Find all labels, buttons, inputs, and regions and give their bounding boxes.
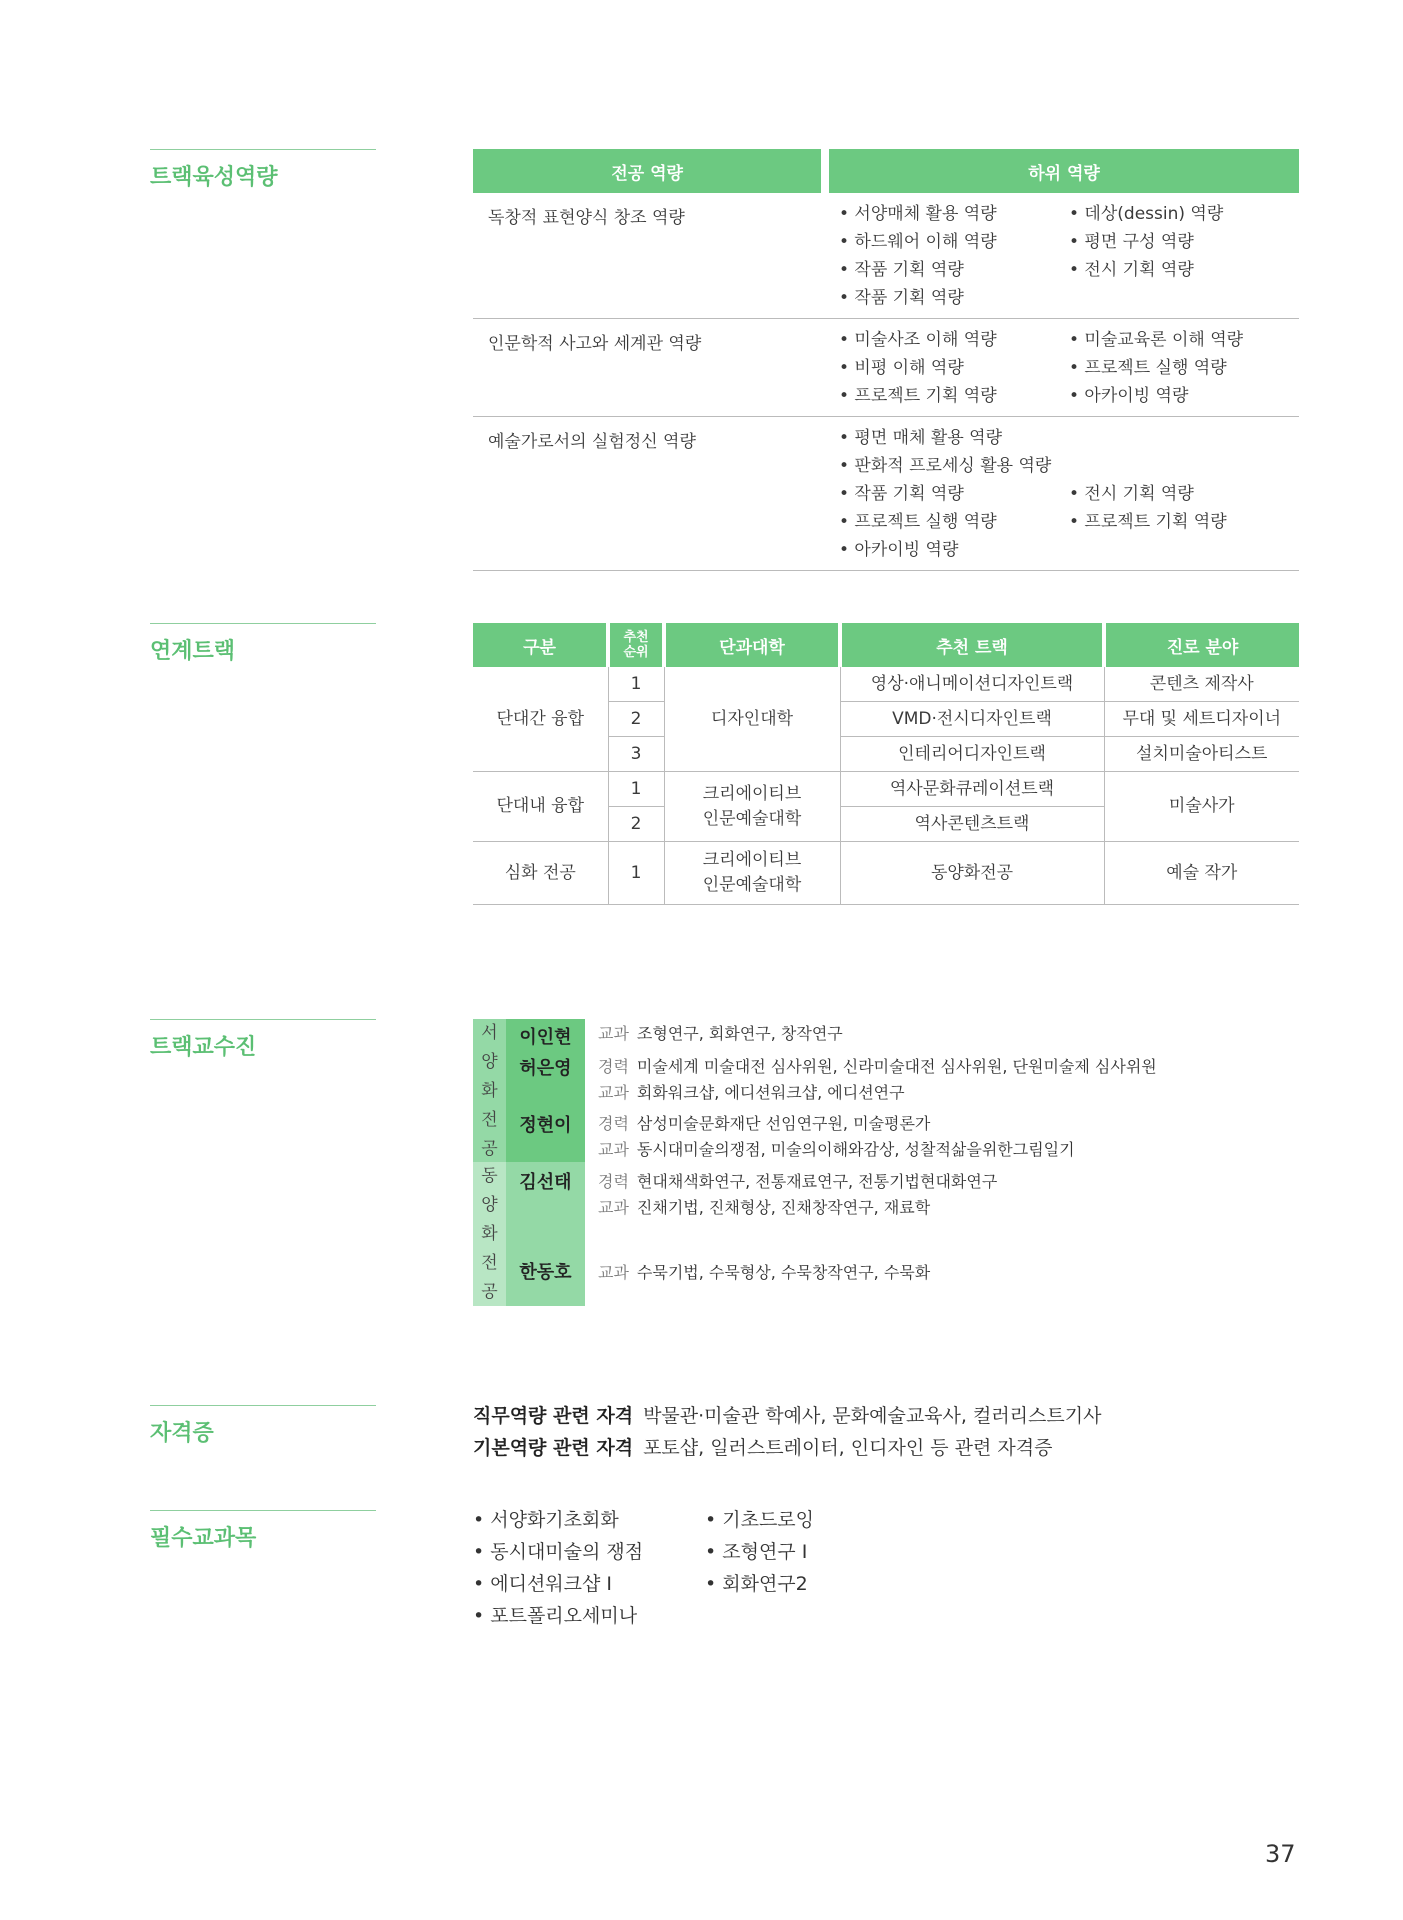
section-label-linked: 연계트랙 [150,623,376,665]
rank-cell: 1 [608,772,664,807]
category-cell: 단대내 융합 [473,772,608,842]
category-cell: 단대간 융합 [473,667,608,772]
rank-cell: 1 [608,842,664,905]
professor-detail: 교과 동시대미술의쟁점, 미술의이해와감상, 성찰적삶을위한그림일기 [598,1140,1075,1159]
header-track: 추천 트랙 [840,623,1104,667]
professor-detail: 교과 조형연구, 회화연구, 창작연구 [598,1024,843,1043]
section-label-competency: 트랙육성역량 [150,149,376,191]
course-item: • 포트폴리오세미나 [473,1605,638,1627]
sub-competency: • 평면 매체 활용 역량 [839,428,1003,448]
track-cell: 동양화전공 [840,842,1104,905]
professor-detail: 교과 회화워크샵, 에디션워크샵, 에디션연구 [598,1083,905,1102]
sub-competency: • 판화적 프로세싱 활용 역량 [839,456,1052,476]
competency-table [473,149,1299,571]
course-item: • 서양화기초회화 [473,1509,619,1531]
professor-detail: 경력 현대채색화연구, 전통재료연구, 전통기법현대화연구 [598,1172,998,1191]
sub-competency: • 작품 기획 역량 [839,288,964,308]
sub-competency: • 프로젝트 기획 역량 [1069,512,1227,532]
track-cell: 역사콘텐츠트랙 [840,807,1104,842]
table-row [473,193,1299,319]
sub-competency: • 프로젝트 실행 역량 [1069,358,1227,378]
table-row [473,667,1299,702]
professor-detail: 경력 삼성미술문화재단 선임연구원, 미술평론가 [598,1114,931,1133]
professor-detail: 교과 수묵기법, 수묵형상, 수묵창작연구, 수묵화 [598,1263,931,1282]
major-competency: 인문학적 사고와 세계관 역량 [473,319,821,417]
professor-name: 김선태 [519,1172,572,1193]
course-item: • 회화연구2 [705,1573,808,1595]
professor-name: 한동호 [519,1262,572,1283]
rank-cell: 3 [608,737,664,772]
header-career: 진로 분야 [1104,623,1299,667]
header-rank: 추천 순위 [608,623,664,667]
rank-cell: 2 [608,807,664,842]
college-cell: 크리에이티브 인문예술대학 [664,842,840,905]
professor-name: 정현이 [519,1115,572,1136]
table-row [473,842,1299,905]
sub-competency: • 전시 기획 역량 [1069,260,1194,280]
certificate-row: 기본역량 관련 자격 포토샵, 일러스트레이터, 인디자인 등 관련 자격증 [473,1437,1053,1459]
header-category: 구분 [473,623,608,667]
linked-track-table [473,623,1299,905]
major-competency: 독창적 표현양식 창조 역량 [473,193,821,319]
sub-competency: • 미술사조 이해 역량 [839,330,997,350]
professor-detail: 교과 진채기법, 진채형상, 진채창작연구, 재료학 [598,1198,931,1217]
sub-competency: • 아카이빙 역량 [839,540,959,560]
course-item: • 에디션워크샵 I [473,1573,613,1595]
career-cell: 설치미술아티스트 [1104,737,1299,772]
course-item: • 기초드로잉 [705,1509,815,1531]
sub-competency: • 평면 구성 역량 [1069,232,1194,252]
sub-competency: • 작품 기획 역량 [839,484,964,504]
career-cell: 콘텐츠 제작사 [1104,667,1299,702]
sub-competency: • 서양매체 활용 역량 [839,204,997,224]
college-cell: 크리에이티브 인문예술대학 [664,772,840,842]
section-label-certificates: 자격증 [150,1405,376,1447]
page-number: 37 [1265,1840,1296,1868]
sub-competency: • 데상(dessin) 역량 [1069,204,1224,224]
western-painting-label: 서 양 화 전 공 [473,1019,506,1162]
track-cell: 인테리어디자인트랙 [840,737,1104,772]
sub-competency: • 작품 기획 역량 [839,260,964,280]
sub-competency: • 비평 이해 역량 [839,358,964,378]
track-cell: VMD·전시디자인트랙 [840,702,1104,737]
header-major-competency: 전공 역량 [473,149,821,193]
sub-competency: • 전시 기획 역량 [1069,484,1194,504]
rank-cell: 1 [608,667,664,702]
section-label-faculty: 트랙교수진 [150,1019,376,1061]
professor-name: 허은영 [519,1058,572,1079]
track-cell: 영상·애니메이션디자인트랙 [840,667,1104,702]
college-cell: 디자인대학 [664,667,840,772]
career-cell: 미술사가 [1104,772,1299,842]
section-label-required: 필수교과목 [150,1510,376,1552]
header-sub-competency: 하위 역량 [829,149,1299,193]
table-row [473,772,1299,807]
sub-competency: • 프로젝트 기획 역량 [839,386,997,406]
certificate-row: 직무역량 관련 자격 박물관·미술관 학예사, 문화예술교육사, 컬러리스트기사 [473,1405,1102,1427]
rank-cell: 2 [608,702,664,737]
certificate-list [473,1400,1101,1464]
table-row [473,319,1299,417]
eastern-painting-label: 동 양 화 전 공 [473,1162,506,1306]
category-cell: 심화 전공 [473,842,608,905]
track-cell: 역사문화큐레이션트랙 [840,772,1104,807]
professor-detail: 경력 미술세계 미술대전 심사위원, 신라미술대전 심사위원, 단원미술제 심사위원 [598,1057,1157,1076]
sub-competency: • 아카이빙 역량 [1069,386,1189,406]
course-item: • 조형연구 I [705,1541,808,1563]
sub-competency: • 하드웨어 이해 역량 [839,232,997,252]
professor-name: 이인현 [519,1027,572,1048]
career-cell: 예술 작가 [1104,842,1299,905]
header-college: 단과대학 [664,623,840,667]
major-competency: 예술가로서의 실험정신 역량 [473,417,821,571]
career-cell: 무대 및 세트디자이너 [1104,702,1299,737]
course-item: • 동시대미술의 쟁점 [473,1541,644,1563]
sub-competency: • 미술교육론 이해 역량 [1069,330,1244,350]
sub-competency: • 프로젝트 실행 역량 [839,512,997,532]
table-row [473,417,1299,571]
